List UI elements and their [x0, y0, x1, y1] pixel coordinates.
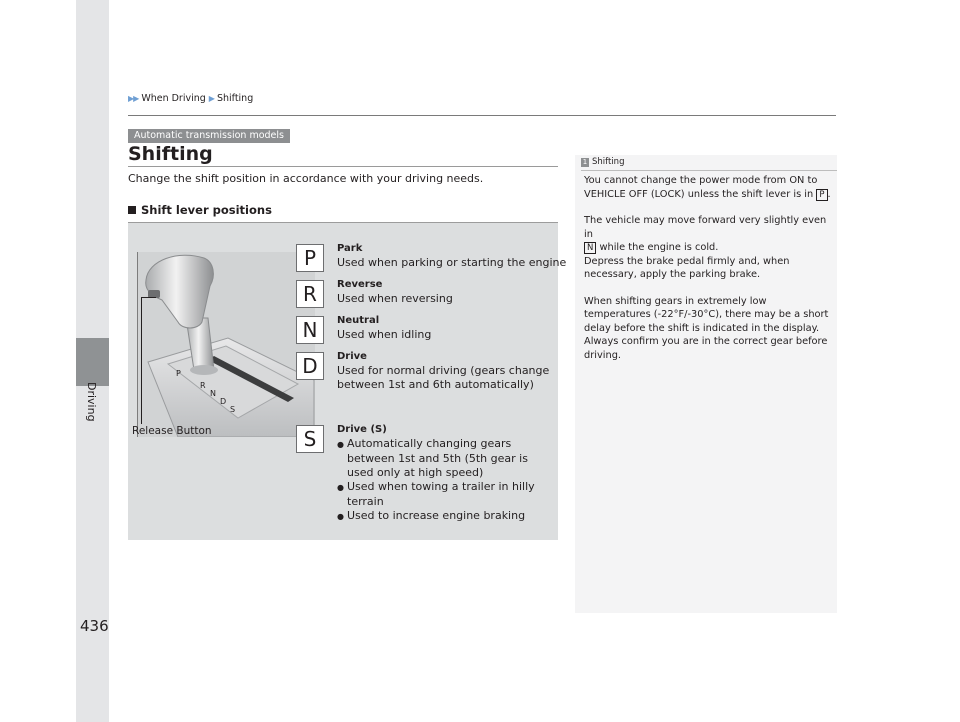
gear-neutral-desc	[337, 314, 431, 342]
gear-letter-d: D	[296, 352, 324, 380]
gear-park-desc	[337, 242, 566, 270]
subheading-text: Shift lever positions	[141, 203, 272, 217]
park-key-icon: P	[816, 189, 827, 201]
model-badge: Automatic transmission models	[128, 129, 290, 143]
gate-letter-s: S	[230, 405, 236, 414]
callout-line-vertical	[141, 298, 142, 424]
note-paragraph: When shifting gears in extremely low temperatures (-22°F/-30°C), there may be a short delay before the shift is indicated in the display. Always confirm you are in the correct gear before driving.	[584, 295, 829, 361]
note-divider	[581, 170, 837, 171]
breadcrumb-item-when-driving[interactable]: When Driving	[141, 93, 206, 104]
gear-name: Reverse	[337, 279, 383, 290]
gear-sport-desc	[337, 423, 551, 524]
header-divider	[128, 115, 836, 116]
note-heading-text: Shifting	[592, 157, 625, 167]
side-note-heading	[581, 157, 624, 167]
note-number-icon: 1	[582, 157, 588, 166]
gear-letter-p: P	[296, 244, 324, 272]
gate-letter-d: D	[220, 397, 227, 406]
breadcrumb-item-shifting[interactable]: Shifting	[216, 93, 254, 104]
gate-letter-r: R	[200, 381, 206, 390]
gear-text: Used when reversing	[337, 292, 453, 305]
gate-letter-n: N	[210, 389, 216, 398]
side-note-body	[584, 174, 832, 375]
neutral-key-icon: N	[584, 242, 596, 254]
square-bullet-icon	[128, 206, 136, 214]
note-paragraph: The vehicle may move forward very slightly even in N while the engine is cold. Depress the brake pedal firmly and, when necessary, apply the parking brake.	[584, 215, 827, 280]
double-arrow-icon: ▶▶	[128, 94, 139, 103]
side-tab-marker	[76, 338, 109, 386]
gear-letter-s: S	[296, 425, 324, 453]
gear-text: Used when idling	[337, 328, 432, 341]
release-button-label: Release Button	[132, 425, 212, 437]
title-divider	[128, 166, 558, 167]
gear-bullet: ● Automatically changing gears between 1st and 5th (5th gear is used only at high speed)	[337, 437, 551, 480]
breadcrumb	[128, 93, 253, 104]
note-paragraph: You cannot change the power mode from ON to VEHICLE OFF (LOCK) unless the shift lever is in P .	[584, 175, 831, 200]
subheading	[128, 203, 272, 217]
gear-name: Park	[337, 243, 363, 254]
gear-text: between 1st and 6th automatically)	[337, 378, 534, 391]
shift-lever-drawing	[138, 252, 316, 437]
callout-line	[141, 297, 156, 298]
gear-bullet: ● Used when towing a trailer in hilly terrain	[337, 480, 551, 509]
gear-name: Neutral	[337, 315, 380, 326]
gear-letter-n: N	[296, 316, 324, 344]
gear-reverse-desc	[337, 278, 453, 306]
gear-text: Used for normal driving (gears change	[337, 364, 550, 377]
gear-letter-r: R	[296, 280, 324, 308]
intro-text: Change the shift position in accordance with your driving needs.	[128, 172, 484, 185]
arrow-right-icon: ▶	[208, 94, 214, 103]
side-tab-label: Driving	[85, 382, 98, 422]
gear-text: Used when parking or starting the engine	[337, 256, 567, 269]
shift-lever-illustration	[137, 252, 315, 437]
page-title: Shifting	[128, 143, 213, 165]
gear-drive-desc	[337, 350, 549, 392]
gate-letter-p: P	[176, 369, 181, 378]
page-number: 436	[80, 617, 109, 635]
gear-name: Drive (S)	[337, 424, 387, 435]
gear-name: Drive	[337, 351, 367, 362]
gear-bullet: ● Used to increase engine braking	[337, 509, 551, 524]
